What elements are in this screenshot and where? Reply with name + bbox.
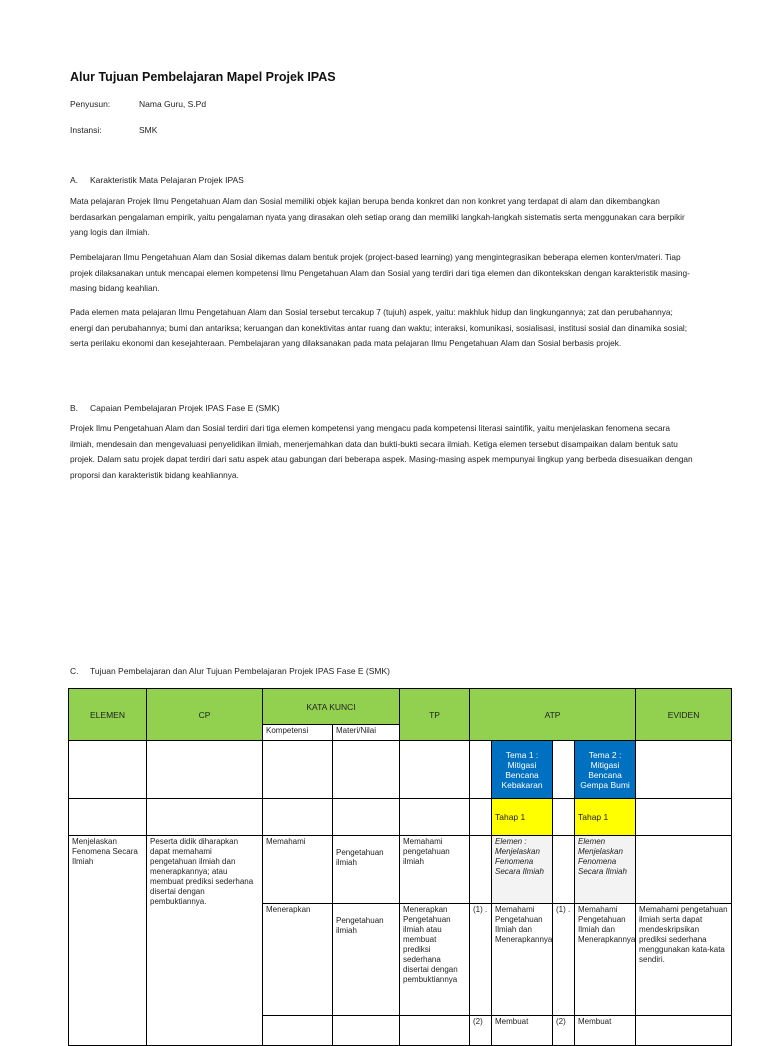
header-tp: TP — [400, 689, 470, 741]
header-elemen: ELEMEN — [69, 689, 147, 741]
section-a-paragraph-1: Mata pelajaran Projek Ilmu Pengetahuan Alam dan Sosial memiliki objek kajian berupa benda konkret dan non konkret yang terdapat di alam dan dikembangkan berdasarkan pengalaman empirik, yaitu pengalaman nyata yang dirasakan oleh setiap orang dan memiliki langkah-langkah sistematis serta menggunakan cara berpikir yang logis dan ilmiah. — [70, 196, 685, 237]
tp-cell: Menerapkan Pengetahuan ilmiah atau membuat prediksi sederhana disertai dengan pembuktiannya — [400, 904, 470, 1016]
cp-cell: Peserta didik diharapkan dapat memahami pengetahuan ilmiah dan menerapkannya; atau membuat prediksi sederhana disertai dengan pembuktiannya. — [147, 836, 263, 1046]
instansi-value: SMK — [139, 125, 158, 135]
elemen-cell: Menjelaskan Fenomena Secara Ilmiah — [69, 836, 147, 1046]
section-b-number: B. — [70, 403, 79, 413]
tahap-2-cell: Tahap 1 — [575, 799, 636, 836]
atp-tema1-number: (2) — [470, 1016, 492, 1046]
atp-tema2-elemen-cell: Elemen Menjelaskan Fenomena Secara Ilmiah — [575, 836, 636, 904]
penyusun-label: Penyusun: — [70, 99, 111, 109]
tema-row — [69, 741, 732, 799]
tp-cell: Memahami pengetahuan ilmiah — [400, 836, 470, 904]
atp-tema1-cell: Membuat — [492, 1016, 553, 1046]
atp-tema1-cell: Memahami Pengetahuan Ilmiah dan Menerapkannya — [492, 904, 553, 1016]
materi-cell: Pengetahuan ilmiah — [333, 836, 400, 904]
header-kompetensi: Kompetensi — [263, 725, 333, 741]
eviden-cell: Memahami pengetahuan ilmiah serta dapat mendeskripsikan prediksi sederhana menggunakan kata-kata sendiri. — [636, 904, 732, 1016]
table-header-row — [69, 689, 732, 725]
header-kata-kunci: KATA KUNCI — [263, 689, 400, 725]
atp-tema2-number: (2) — [553, 1016, 575, 1046]
tahap-1-cell: Tahap 1 — [492, 799, 553, 836]
materi-cell: Pengetahuan ilmiah — [333, 904, 400, 1016]
section-c-title: Tujuan Pembelajaran dan Alur Tujuan Pembelajaran Projek IPAS Fase E (SMK) — [90, 666, 391, 676]
penyusun-value: Nama Guru, S.Pd — [139, 99, 207, 109]
header-eviden: EVIDEN — [636, 689, 732, 741]
document-title: Alur Tujuan Pembelajaran Mapel Projek IPAS — [70, 70, 336, 84]
atp-table — [68, 688, 732, 1046]
section-c-number: C. — [70, 666, 79, 676]
section-a-heading — [70, 175, 244, 185]
atp-tema2-cell: Memahami Pengetahuan Ilmiah dan Menerapkannya — [575, 904, 636, 1016]
tahap-row — [69, 799, 732, 836]
atp-tema2-number: (1) . — [553, 904, 575, 1016]
tema-1-cell: Tema 1 : Mitigasi Bencana Kebakaran — [492, 741, 553, 799]
header-cp: CP — [147, 689, 263, 741]
table-row — [69, 836, 732, 904]
header-materi: Materi/Nilai — [333, 725, 400, 741]
section-b-paragraph-1: Projek Ilmu Pengetahuan Alam dan Sosial terdiri dari tiga elemen kompetensi yang mengacu pada kompetensi literasi saintifik, yaitu menjelaskan fenomena secara ilmiah, mendesain dan mengevaluasi penyelidikan ilmiah, menerjemahkan data dan bukti-bukti secara ilmiah. Ketiga elemen tersebut disampaikan dalam bentuk satu projek. Dalam satu projek dapat terdiri dari satu aspek atau gabungan dari beberapa aspek. Masing-masing aspek mempunyai lingkup yang berbeda disesuaikan dengan proporsi dan karakteristik bidang keahliannya. — [70, 423, 693, 480]
section-b-title: Capaian Pembelajaran Projek IPAS Fase E (SMK) — [90, 403, 280, 413]
kompetensi-cell: Memahami — [263, 836, 333, 904]
kompetensi-cell: Menerapkan — [263, 904, 333, 1016]
instansi-label: Instansi: — [70, 125, 102, 135]
section-a-paragraph-2: Pembelajaran Ilmu Pengetahuan Alam dan Sosial dikemas dalam bentuk projek (project-based learning) yang mengintegrasikan beberapa elemen konten/materi. Tiap projek dilaksanakan untuk mencapai elemen kompetensi Ilmu Pengetahuan Alam dan Sosial yang terdiri dari tiga elemen dan dikontekskan dengan karakteristik masing- masing bidang keahlian. — [70, 252, 690, 293]
section-c-heading — [70, 666, 390, 676]
section-b-heading — [70, 403, 280, 413]
section-a-title: Karakteristik Mata Pelajaran Projek IPAS — [90, 175, 244, 185]
atp-tema1-elemen-cell: Elemen : Menjelaskan Fenomena Secara Ilmiah — [492, 836, 553, 904]
section-a-number: A. — [70, 175, 79, 185]
tema-2-cell: Tema 2 : Mitigasi Bencana Gempa Bumi — [575, 741, 636, 799]
atp-tema2-cell: Membuat — [575, 1016, 636, 1046]
section-a-paragraph-3: Pada elemen mata pelajaran Ilmu Pengetahuan Alam dan Sosial tersebut tercakup 7 (tujuh) aspek, yaitu: makhluk hidup dan lingkungannya; zat dan perubahannya; energi dan perubahannya; bumi dan antariksa; keruangan dan konektivitas antar ruang dan waktu; interaksi, komunikasi, sosialisasi, institusi sosial dan dinamika sosial; serta perilaku ekonomi dan kesejahteraan. Pembelajaran yang dilaksanakan pada mata pelajaran Ilmu Pengetahuan Alam dan Sosial berbasis projek. — [70, 307, 688, 348]
atp-tema1-number: (1) . — [470, 904, 492, 1016]
header-atp: ATP — [470, 689, 636, 741]
